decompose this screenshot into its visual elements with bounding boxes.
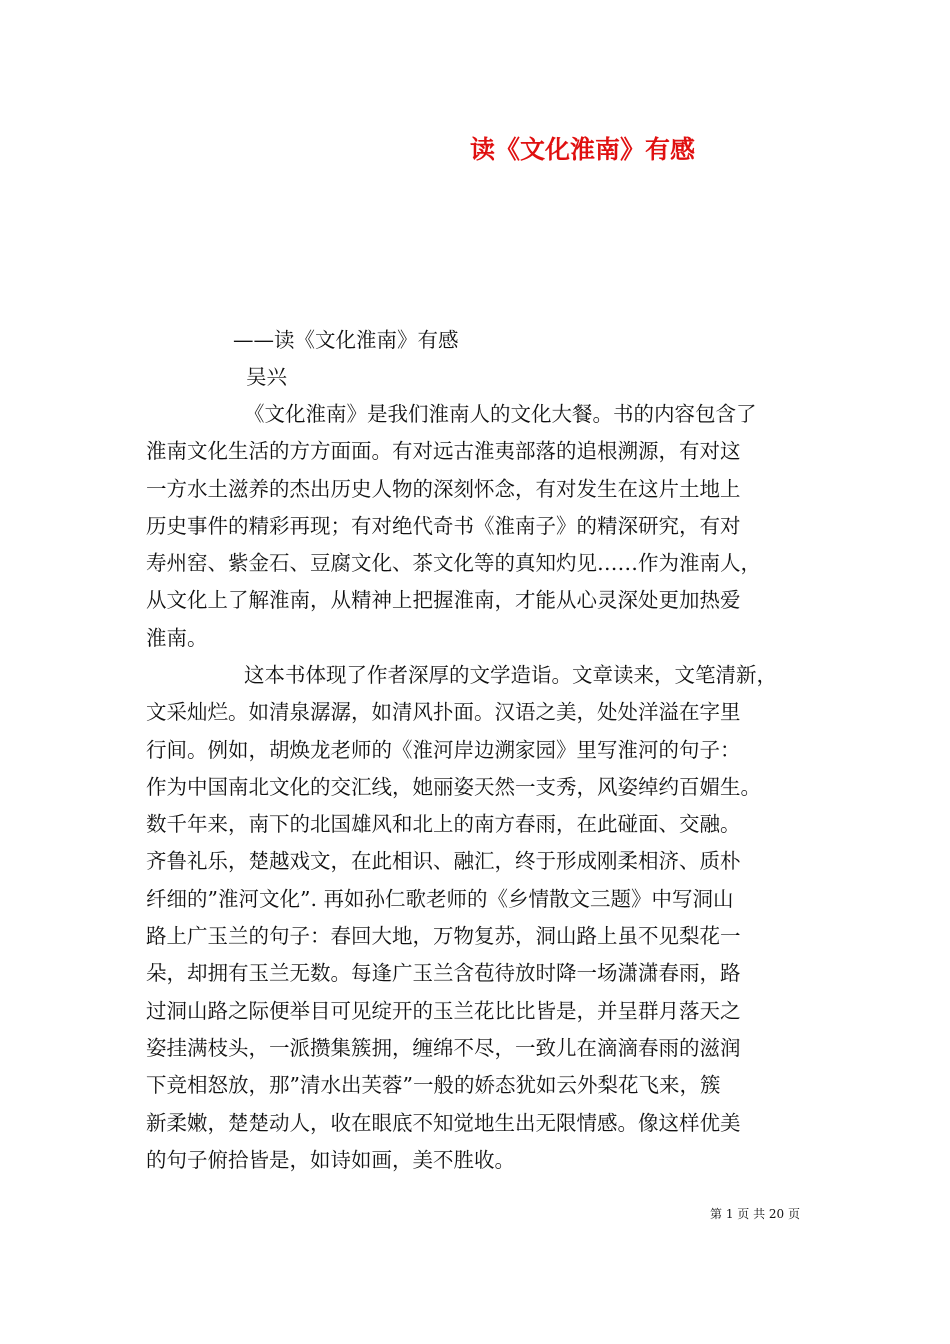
paragraph-line: 作为中国南北文化的交汇线，她丽姿天然一支秀，风姿绰约百媚生。 <box>146 774 761 799</box>
subtitle: ——读《文化淮南》有感 <box>233 328 459 352</box>
page-number: 第 1 页 共 20 页 <box>710 1207 800 1221</box>
paragraph-line: 路上广玉兰的句子：春回大地，万物复苏，洞山路上虽不见梨花一 <box>146 924 741 949</box>
paragraph-line: 寿州窑、紫金石、豆腐文化、茶文化等的真知灼见……作为淮南人， <box>146 551 761 576</box>
paragraph-line: 这本书体现了作者深厚的文学造诣。文章读来，文笔清新， <box>244 663 777 687</box>
paragraph-line: 纤细的”淮河文化”. 再如孙仁歌老师的《乡情散文三题》中写洞山 <box>146 886 734 911</box>
paragraph-line: 姿挂满枝头，一派攒集簇拥，缠绵不尽，一致儿在滴滴春雨的滋润 <box>146 1035 741 1060</box>
paragraph-line: 新柔嫩，楚楚动人，收在眼底不知觉地生出无限情感。像这样优美 <box>146 1110 741 1135</box>
author: 吴兴 <box>246 365 287 389</box>
paragraph-line: 行间。例如，胡焕龙老师的《淮河岸边溯家园》里写淮河的句子： <box>146 737 741 762</box>
paragraph-line: 的句子俯拾皆是，如诗如画，美不胜收。 <box>146 1147 515 1172</box>
paragraph-line: 淮南文化生活的方方面面。有对远古淮夷部落的追根溯源，有对这 <box>146 439 741 464</box>
paragraph-line: 齐鲁礼乐，楚越戏文，在此相识、融汇，终于形成刚柔相济、质朴 <box>146 849 741 874</box>
paragraph-line: 一方水土滋养的杰出历史人物的深刻怀念，有对发生在这片土地上 <box>146 476 741 501</box>
paragraph-line: 下竞相怒放，那”清水出芙蓉”一般的娇态犹如云外梨花飞来，簇 <box>146 1073 721 1098</box>
paragraph-line: 历史事件的精彩再现；有对绝代奇书《淮南子》的精深研究，有对 <box>146 513 741 538</box>
paragraph-2 <box>146 657 826 1179</box>
paragraph-line: 《文化淮南》是我们淮南人的文化大餐。书的内容包含了 <box>244 402 757 426</box>
paragraph-line: 淮南。 <box>146 625 208 650</box>
paragraph-line: 数千年来，南下的北国雄风和北上的南方春雨，在此碰面、交融。 <box>146 812 741 837</box>
paragraph-line: 从文化上了解淮南，从精神上把握淮南，才能从心灵深处更加热爱 <box>146 588 741 613</box>
paragraph-1 <box>146 396 826 657</box>
page-footer <box>710 1205 800 1222</box>
paragraph-line: 过洞山路之际便举目可见绽开的玉兰花比比皆是，并呈群月落天之 <box>146 998 741 1023</box>
paragraph-line: 朵，却拥有玉兰无数。每逢广玉兰含苞待放时降一场潇潇春雨，路 <box>146 961 741 986</box>
page-title: 读《文化淮南》有感 <box>470 135 696 164</box>
paragraph-line: 文采灿烂。如清泉潺潺，如清风扑面。汉语之美，处处洋溢在字里 <box>146 700 741 725</box>
